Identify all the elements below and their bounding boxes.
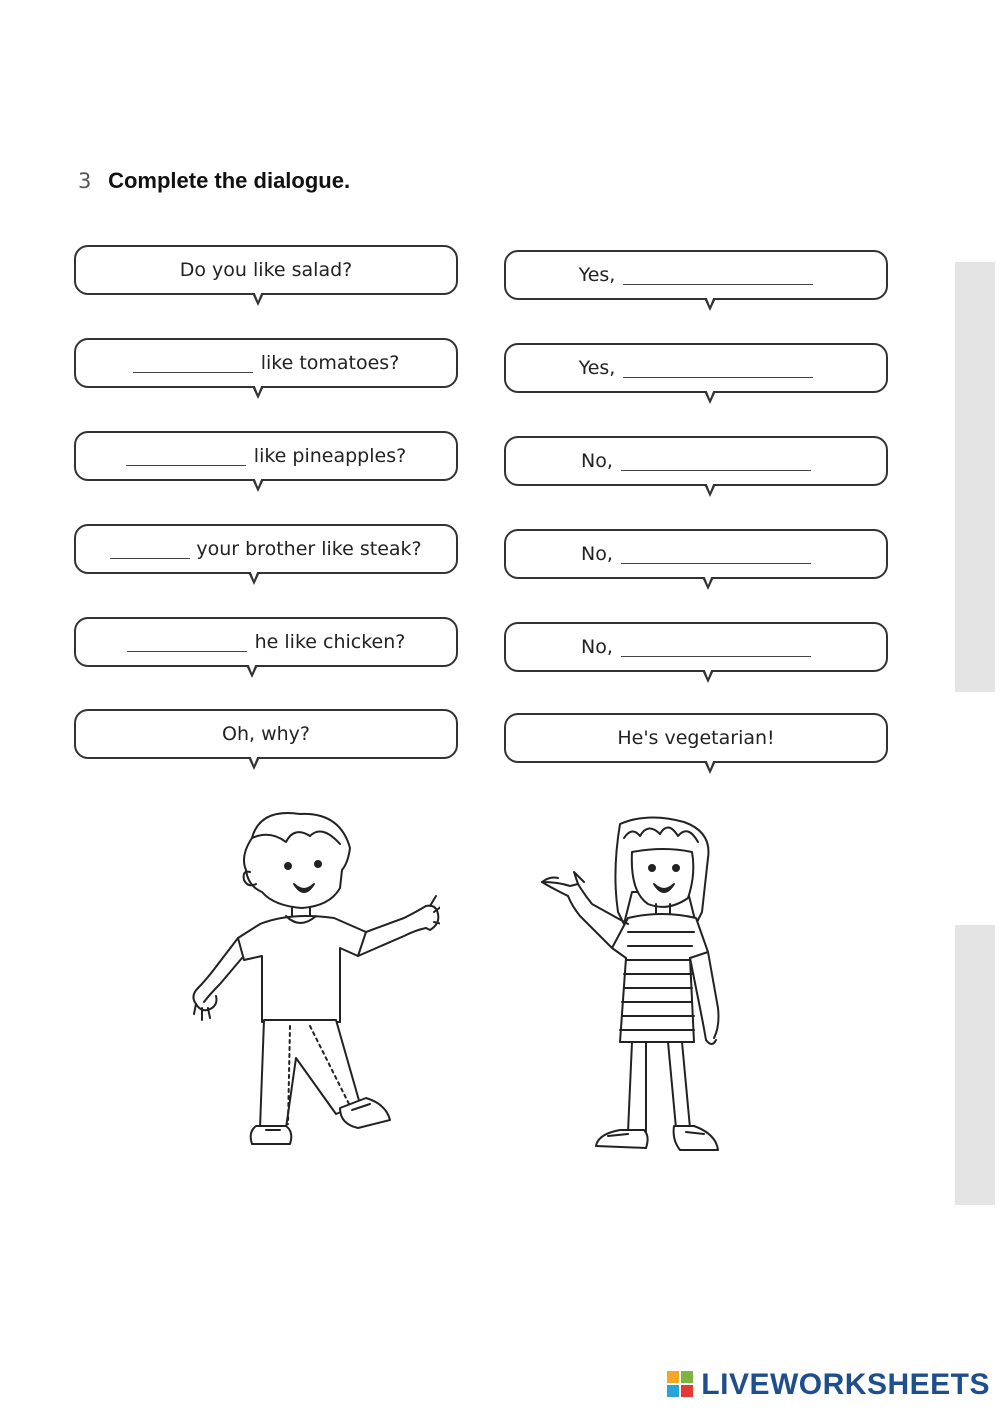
bubble-text: Yes,	[578, 357, 616, 379]
bubble-tail	[704, 761, 716, 774]
right-bubble-6	[504, 713, 888, 763]
answer-blank[interactable]	[110, 540, 190, 559]
bubble-text: No,	[581, 636, 613, 658]
right-bubble-5	[504, 622, 888, 672]
girl-illustration	[528, 812, 738, 1162]
bubble-text: like pineapples?	[253, 445, 407, 467]
liveworksheets-brand	[667, 1368, 990, 1402]
bubble-text: He's vegetarian!	[617, 727, 775, 749]
bubble-tail	[704, 484, 716, 497]
answer-blank[interactable]	[621, 638, 811, 657]
left-bubble-5	[74, 617, 458, 667]
answer-blank[interactable]	[621, 545, 811, 564]
bubble-text: Do you like salad?	[179, 259, 353, 281]
exercise-heading	[78, 168, 350, 194]
bubble-tail	[248, 757, 260, 770]
bubble-text: he like chicken?	[254, 631, 406, 653]
answer-blank[interactable]	[133, 354, 253, 373]
left-bubble-1	[74, 245, 458, 295]
left-bubble-3	[74, 431, 458, 481]
right-bubble-2	[504, 343, 888, 393]
left-bubble-6	[74, 709, 458, 759]
left-bubble-2	[74, 338, 458, 388]
right-bubble-3	[504, 436, 888, 486]
bubble-tail	[702, 577, 714, 590]
bubble-text: No,	[581, 543, 613, 565]
exercise-instruction: Complete the dialogue.	[108, 168, 351, 193]
answer-blank[interactable]	[127, 633, 247, 652]
scan-edge-strip	[955, 262, 995, 692]
bubble-tail	[246, 665, 258, 678]
boy-illustration	[190, 808, 440, 1158]
bubble-text: like tomatoes?	[260, 352, 400, 374]
bubble-text: Oh, why?	[222, 723, 310, 745]
liveworksheets-logo-icon	[667, 1371, 695, 1399]
left-bubble-4	[74, 524, 458, 574]
scan-edge-strip	[955, 925, 995, 1205]
answer-blank[interactable]	[623, 359, 813, 378]
bubble-text: your brother like steak?	[196, 538, 422, 560]
brand-name: LIVEWORKSHEETS	[701, 1368, 990, 1401]
bubble-tail	[252, 386, 264, 399]
bubble-text: No,	[581, 450, 613, 472]
bubble-tail	[248, 572, 260, 585]
bubble-tail	[252, 293, 264, 306]
answer-blank[interactable]	[623, 266, 813, 285]
bubble-tail	[702, 670, 714, 683]
right-bubble-4	[504, 529, 888, 579]
right-bubble-1	[504, 250, 888, 300]
bubble-text: Yes,	[578, 264, 616, 286]
bubble-tail	[704, 391, 716, 404]
bubble-tail	[704, 298, 716, 311]
exercise-number: 3	[78, 169, 92, 193]
bubble-tail	[252, 479, 264, 492]
answer-blank[interactable]	[126, 447, 246, 466]
answer-blank[interactable]	[621, 452, 811, 471]
